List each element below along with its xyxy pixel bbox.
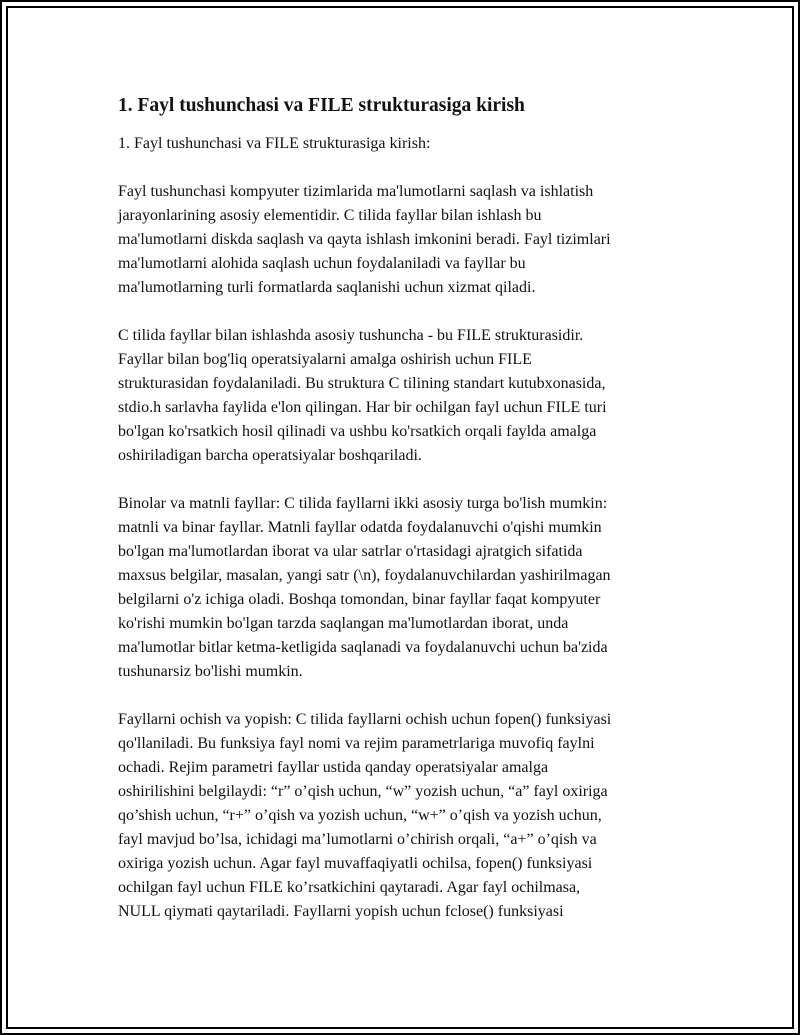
- text-line: qo’shish uchun, “r+” o’qish va yozish uchun, “w+” o’qish va yozish uchun,: [118, 807, 602, 824]
- text-line: strukturasidan foydalaniladi. Bu struktura C tilining standart kutubxonasida,: [118, 375, 606, 392]
- text-line: belgilarni o'z ichiga oladi. Boshqa tomondan, binar fayllar faqat kompyuter: [118, 591, 601, 608]
- paragraph-fayl-tushunchasi: [118, 180, 698, 300]
- text-line: ma'lumotlarni alohida saqlash uchun foydalaniladi va fayllar bu: [118, 255, 526, 272]
- text-line: stdio.h sarlavha faylida e'lon qilingan. Har bir ochilgan fayl uchun FILE turi: [118, 399, 607, 416]
- text-line: Fayllarni ochish va yopish: C tilida fayllarni ochish uchun fopen() funksiyasi: [118, 711, 612, 728]
- text-line: oshiriladigan barcha operatsiyalar boshqariladi.: [118, 447, 422, 464]
- text-line: ma'lumotlarni diskda saqlash va qayta ishlash imkonini beradi. Fayl tizimlari: [118, 231, 611, 248]
- text-line: Binolar va matnli fayllar: C tilida fayllarni ikki asosiy turga bo'lish mumkin:: [118, 495, 608, 512]
- document-body: [118, 92, 698, 924]
- document-heading: 1. Fayl tushunchasi va FILE strukturasiga kirish: [118, 95, 525, 116]
- paragraph-binar-matnli: [118, 492, 698, 684]
- text-line: Fayllar bilan bog'liq operatsiyalarni amalga oshirish uchun FILE: [118, 351, 532, 368]
- text-line: bo'lgan ma'lumotlardan iborat va ular satrlar o'rtasidagi ajratgich sifatida: [118, 543, 583, 560]
- section-subheading: 1. Fayl tushunchasi va FILE strukturasiga kirish:: [118, 135, 431, 152]
- text-line: matnli va binar fayllar. Matnli fayllar odatda foydalanuvchi o'qishi mumkin: [118, 519, 602, 536]
- text-line: ko'rishi mumkin bo'lgan tarzda saqlangan ma'lumotlardan iborat, unda: [118, 615, 569, 632]
- text-line: qo'llaniladi. Bu funksiya fayl nomi va rejim parametrlariga muvofiq faylni: [118, 735, 595, 752]
- text-line: oshirilishini belgilaydi: “r” o’qish uchun, “w” yozish uchun, “a” fayl oxiriga: [118, 783, 608, 800]
- text-line: bo'lgan ko'rsatkich hosil qilinadi va ushbu ko'rsatkich orqali faylda amalga: [118, 423, 597, 440]
- text-line: ochilgan fayl uchun FILE ko’rsatkichini qaytaradi. Agar fayl ochilmasa,: [118, 879, 581, 896]
- text-line: ma'lumotlarning turli formatlarda saqlanishi uchun xizmat qiladi.: [118, 279, 536, 296]
- text-line: ochadi. Rejim parametri fayllar ustida qanday operatsiyalar amalga: [118, 759, 549, 776]
- paragraph-ochish-yopish: [118, 708, 698, 924]
- text-line: tushunarsiz bo'lishi mumkin.: [118, 663, 303, 680]
- text-line: Fayl tushunchasi kompyuter tizimlarida ma'lumotlarni saqlash va ishlatish: [118, 183, 594, 200]
- text-line: fayl mavjud bo’lsa, ichidagi ma’lumotlarni o’chirish orqali, “a+” o’qish va: [118, 831, 597, 848]
- text-line: oxiriga yozish uchun. Agar fayl muvaffaqiyatli ochilsa, fopen() funksiyasi: [118, 855, 593, 872]
- text-line: ma'lumotlar bitlar ketma-ketligida saqlanadi va foydalanuvchi uchun ba'zida: [118, 639, 608, 656]
- text-line: maxsus belgilar, masalan, yangi satr (\n), foydalanuvchilardan yashirilmagan: [118, 567, 611, 584]
- text-line: jarayonlarining asosiy elementidir. C tilida fayllar bilan ishlash bu: [118, 207, 542, 224]
- paragraph-file-struktura: [118, 324, 698, 468]
- text-line: NULL qiymati qaytariladi. Fayllarni yopish uchun fclose() funksiyasi: [118, 903, 564, 920]
- text-line: C tilida fayllar bilan ishlashda asosiy tushuncha - bu FILE strukturasidir.: [118, 327, 584, 344]
